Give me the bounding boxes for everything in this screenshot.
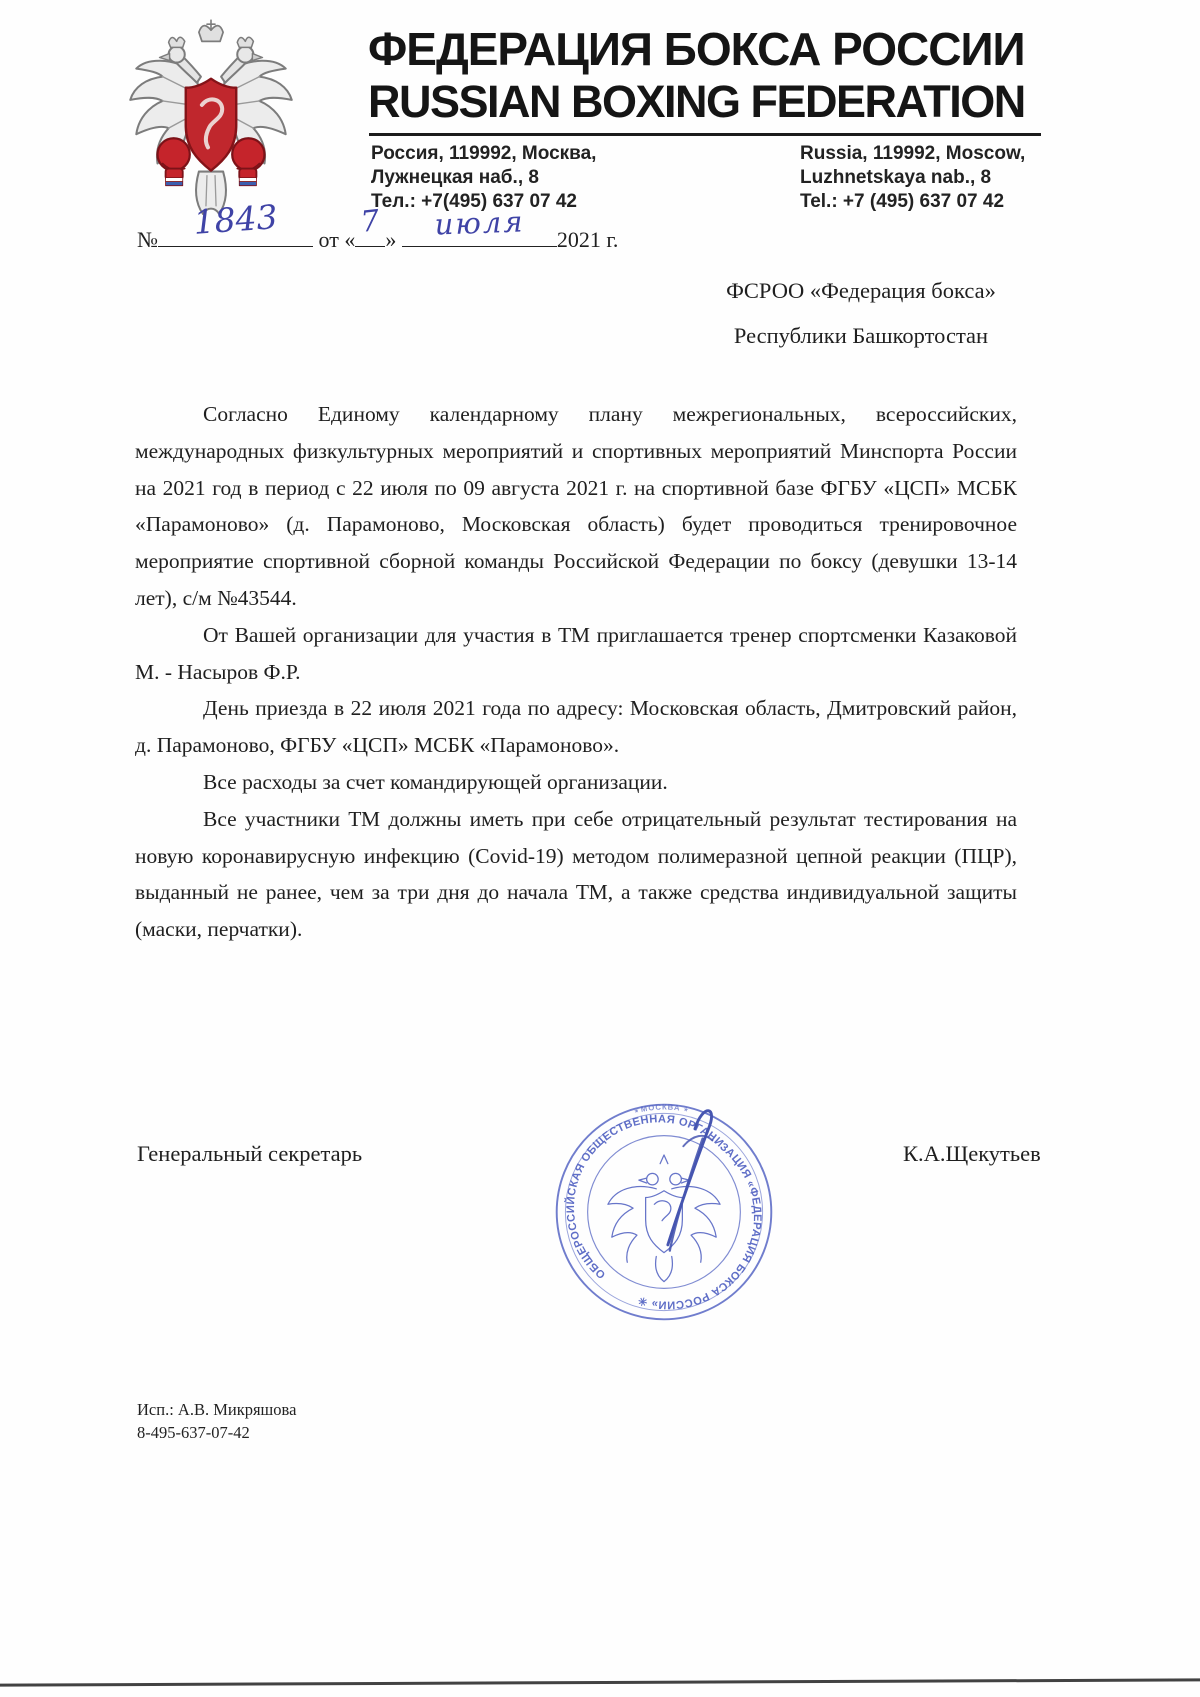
letter-body	[135, 396, 1017, 948]
header-divider	[369, 133, 1041, 136]
paragraph-2: От Вашей организации для участия в ТМ приглашается тренер спортсменки Казаковой М. - Насыров Ф.Р.	[135, 622, 1017, 684]
scan-edge-line	[0, 1678, 1200, 1686]
org-title-english: RUSSIAN BOXING FEDERATION	[368, 76, 1025, 127]
paragraph-1: Согласно Единому календарному плану межрегиональных, всероссийских, международных физкультурных мероприятий и спортивных мероприятий Минспорта России на 2021 год в период с 22 июля по 09 августа 2021 г. на спортивной базе ФГБУ «ЦСП» МСБК «Парамоново» (д. Парамоново, Московская область) будет проводиться тренировочное мероприятие спортивной сборной команды Российской Федерации по боксу (девушки 13-14 лет), с/м №43544.	[135, 402, 1017, 610]
executor-phone: 8-495-637-07-42	[137, 1423, 250, 1442]
address-en-line2: Luzhnetskaya nab., 8	[800, 167, 992, 188]
number-blank	[158, 197, 313, 247]
executor-line: Исп.: А.В. Микряшова	[137, 1400, 297, 1419]
handwritten-month: июля	[433, 204, 525, 242]
address-ru-line1: Россия, 119992, Москва,	[371, 143, 597, 164]
rbf-emblem	[110, 6, 312, 218]
day-blank	[355, 203, 385, 247]
paragraph-4: Все расходы за счет командирующей организации.	[203, 769, 668, 794]
recipient-block	[693, 268, 1029, 358]
paragraph-3: День приезда в 22 июля 2021 года по адресу: Московская область, Дмитровский район, д. Парамоново, ФГБУ «ЦСП» МСБК «Парамоново».	[135, 696, 1017, 758]
signer-name: К.А.Щекутьев	[903, 1141, 1041, 1166]
date-close-quote: »	[385, 227, 397, 252]
recipient-line2: Республики Башкортостан	[733, 323, 989, 348]
signer-title: Генеральный секретарь	[137, 1141, 363, 1166]
org-title-russian: ФЕДЕРАЦИЯ БОКСА РОССИИ	[368, 23, 1025, 75]
handwritten-number: 1843	[192, 197, 279, 242]
number-label: №	[137, 227, 158, 252]
round-seal-icon	[548, 1094, 780, 1330]
stamp-outer-ring-text: ٭ МОСКВА ٭	[633, 1102, 689, 1116]
paragraph-5: Все участники ТМ должны иметь при себе отрицательный результат тестирования на новую коронавирусную инфекцию (Covid-19) методом полимеразной цепной реакции (ПЦР), выданный не ранее, чем за три дня до начала ТМ, а также средства индивидуальной защиты (маски, перчатки).	[135, 806, 1017, 942]
double-headed-eagle-icon	[110, 6, 312, 218]
address-en-line1: Russia, 119992, Moscow,	[800, 143, 1026, 164]
footer-block	[137, 1398, 296, 1444]
month-blank	[402, 204, 557, 247]
date-prefix: от «	[318, 227, 356, 252]
address-russian	[371, 142, 596, 214]
address-ru-line3: Тел.: +7(495) 637 07 42	[371, 191, 578, 212]
handwritten-day: 7	[359, 203, 382, 239]
stamp-ring-text: ОБЩЕРОССИЙСКАЯ ОБЩЕСТВЕННАЯ ОРГАНИЗАЦИЯ «ФЕДЕРАЦИЯ БОКСА РОССИИ» ✳	[564, 1113, 764, 1311]
address-en-line3: Tel.: +7 (495) 637 07 42	[800, 191, 1005, 212]
round-stamp	[548, 1094, 780, 1330]
year-suffix: 2021 г.	[556, 227, 619, 252]
address-ru-line2: Лужнецкая наб., 8	[371, 167, 539, 188]
stamp-eagle-icon	[608, 1155, 720, 1282]
address-english	[800, 142, 1025, 214]
recipient-line1: ФСРОО «Федерация бокса»	[726, 278, 996, 303]
